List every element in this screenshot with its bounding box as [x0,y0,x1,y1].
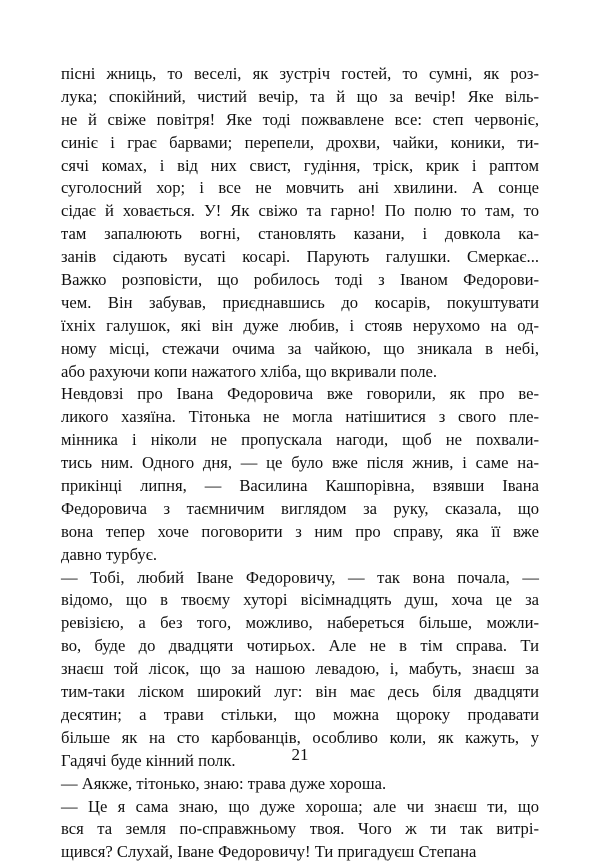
paragraph [61,63,539,383]
text-line: або рахуючи копи нажатого хліба, що вкривали поле. [61,361,539,384]
text-line: — Тобі, любий Іване Федоровичу, — так вона почала, — [61,567,539,590]
text-line: відомо, що в твоєму хуторі вісімнадцять душ, хоча це за [61,589,539,612]
text-line: Федоровича з таємничим виглядом за руку, сказала, що [61,498,539,521]
text-line: ревізією, а без того, можливо, набереться більше, можли- [61,612,539,635]
text-line: вся та земля по-справжньому твоя. Чого ж ти так витрі- [61,818,539,841]
text-line: там запалюють вогні, становлять казани, і довкола ка- [61,223,539,246]
text-line: знаєш той лісок, що за нашою левадою, і, мабуть, знаєш за [61,658,539,681]
text-line: лука; спокійний, чистий вечір, та й що за вечір! Яке віль- [61,86,539,109]
text-line: — Аякже, тітонько, знаю: трава дуже хороша. [61,773,539,796]
text-line: сячі комах, і від них свист, гудіння, тріск, крик і раптом [61,155,539,178]
text-line: їхніх галушок, які він дуже любив, і стояв нерухомо на од- [61,315,539,338]
text-line: суголосний хор; і все не мовчить ані хвилини. А сонце [61,177,539,200]
text-line: тись ним. Одного дня, — це було вже після жнив, і саме на- [61,452,539,475]
page-number: 21 [0,745,600,765]
text-line: щився? Слухай, Іване Федоровичу! Ти пригадуєш Степана [61,841,539,864]
text-line: Важко розповісти, що робилось тоді з Іваном Федорови- [61,269,539,292]
text-line: сідає й ховається. У! Як свіжо та гарно! По полю то там, то [61,200,539,223]
text-line: Невдовзі про Івана Федоровича вже говорили, як про ве- [61,383,539,406]
text-line: вона тепер хоче поговорити з ним про справу, яка її вже [61,521,539,544]
text-line: во, буде до двадцяти чотирьох. Але не в тім справа. Ти [61,635,539,658]
paragraph [61,567,539,773]
text-line: ликого хазяїна. Тітонька не могла натішитися з свого пле- [61,406,539,429]
body-text [61,63,539,864]
text-line: прикінці липня, — Василина Кашпорівна, взявши Івана [61,475,539,498]
paragraph [61,796,539,864]
text-line: давно турбує. [61,544,539,567]
text-line: не й свіже повітря! Яке тоді пожвавлене все: степ червоніє, [61,109,539,132]
text-line: Гадячі буде кінний полк. [61,750,539,773]
text-line: занів сідають вусаті косарі. Парують галушки. Смеркає... [61,246,539,269]
paragraph [61,773,539,796]
text-line: більше як на сто карбованців, особливо коли, як кажуть, у [61,727,539,750]
text-line: мінника і ніколи не пропускала нагоди, щоб не похвали- [61,429,539,452]
text-line: пісні жниць, то веселі, як зустріч гостей, то сумні, як роз- [61,63,539,86]
text-line: десятин; а трави стільки, що можна щороку продавати [61,704,539,727]
text-line: тим-таки ліском широкий луг: він має десь біля двадцяти [61,681,539,704]
text-line: ному місці, стежачи очима за чайкою, що зникала в небі, [61,338,539,361]
paragraph [61,383,539,566]
text-line: чем. Він забував, приєднавшись до косарів, покуштувати [61,292,539,315]
text-line: синіє і грає барвами; перепели, дрохви, чайки, коники, ти- [61,132,539,155]
text-line: — Це я сама знаю, що дуже хороша; але чи знаєш ти, що [61,796,539,819]
